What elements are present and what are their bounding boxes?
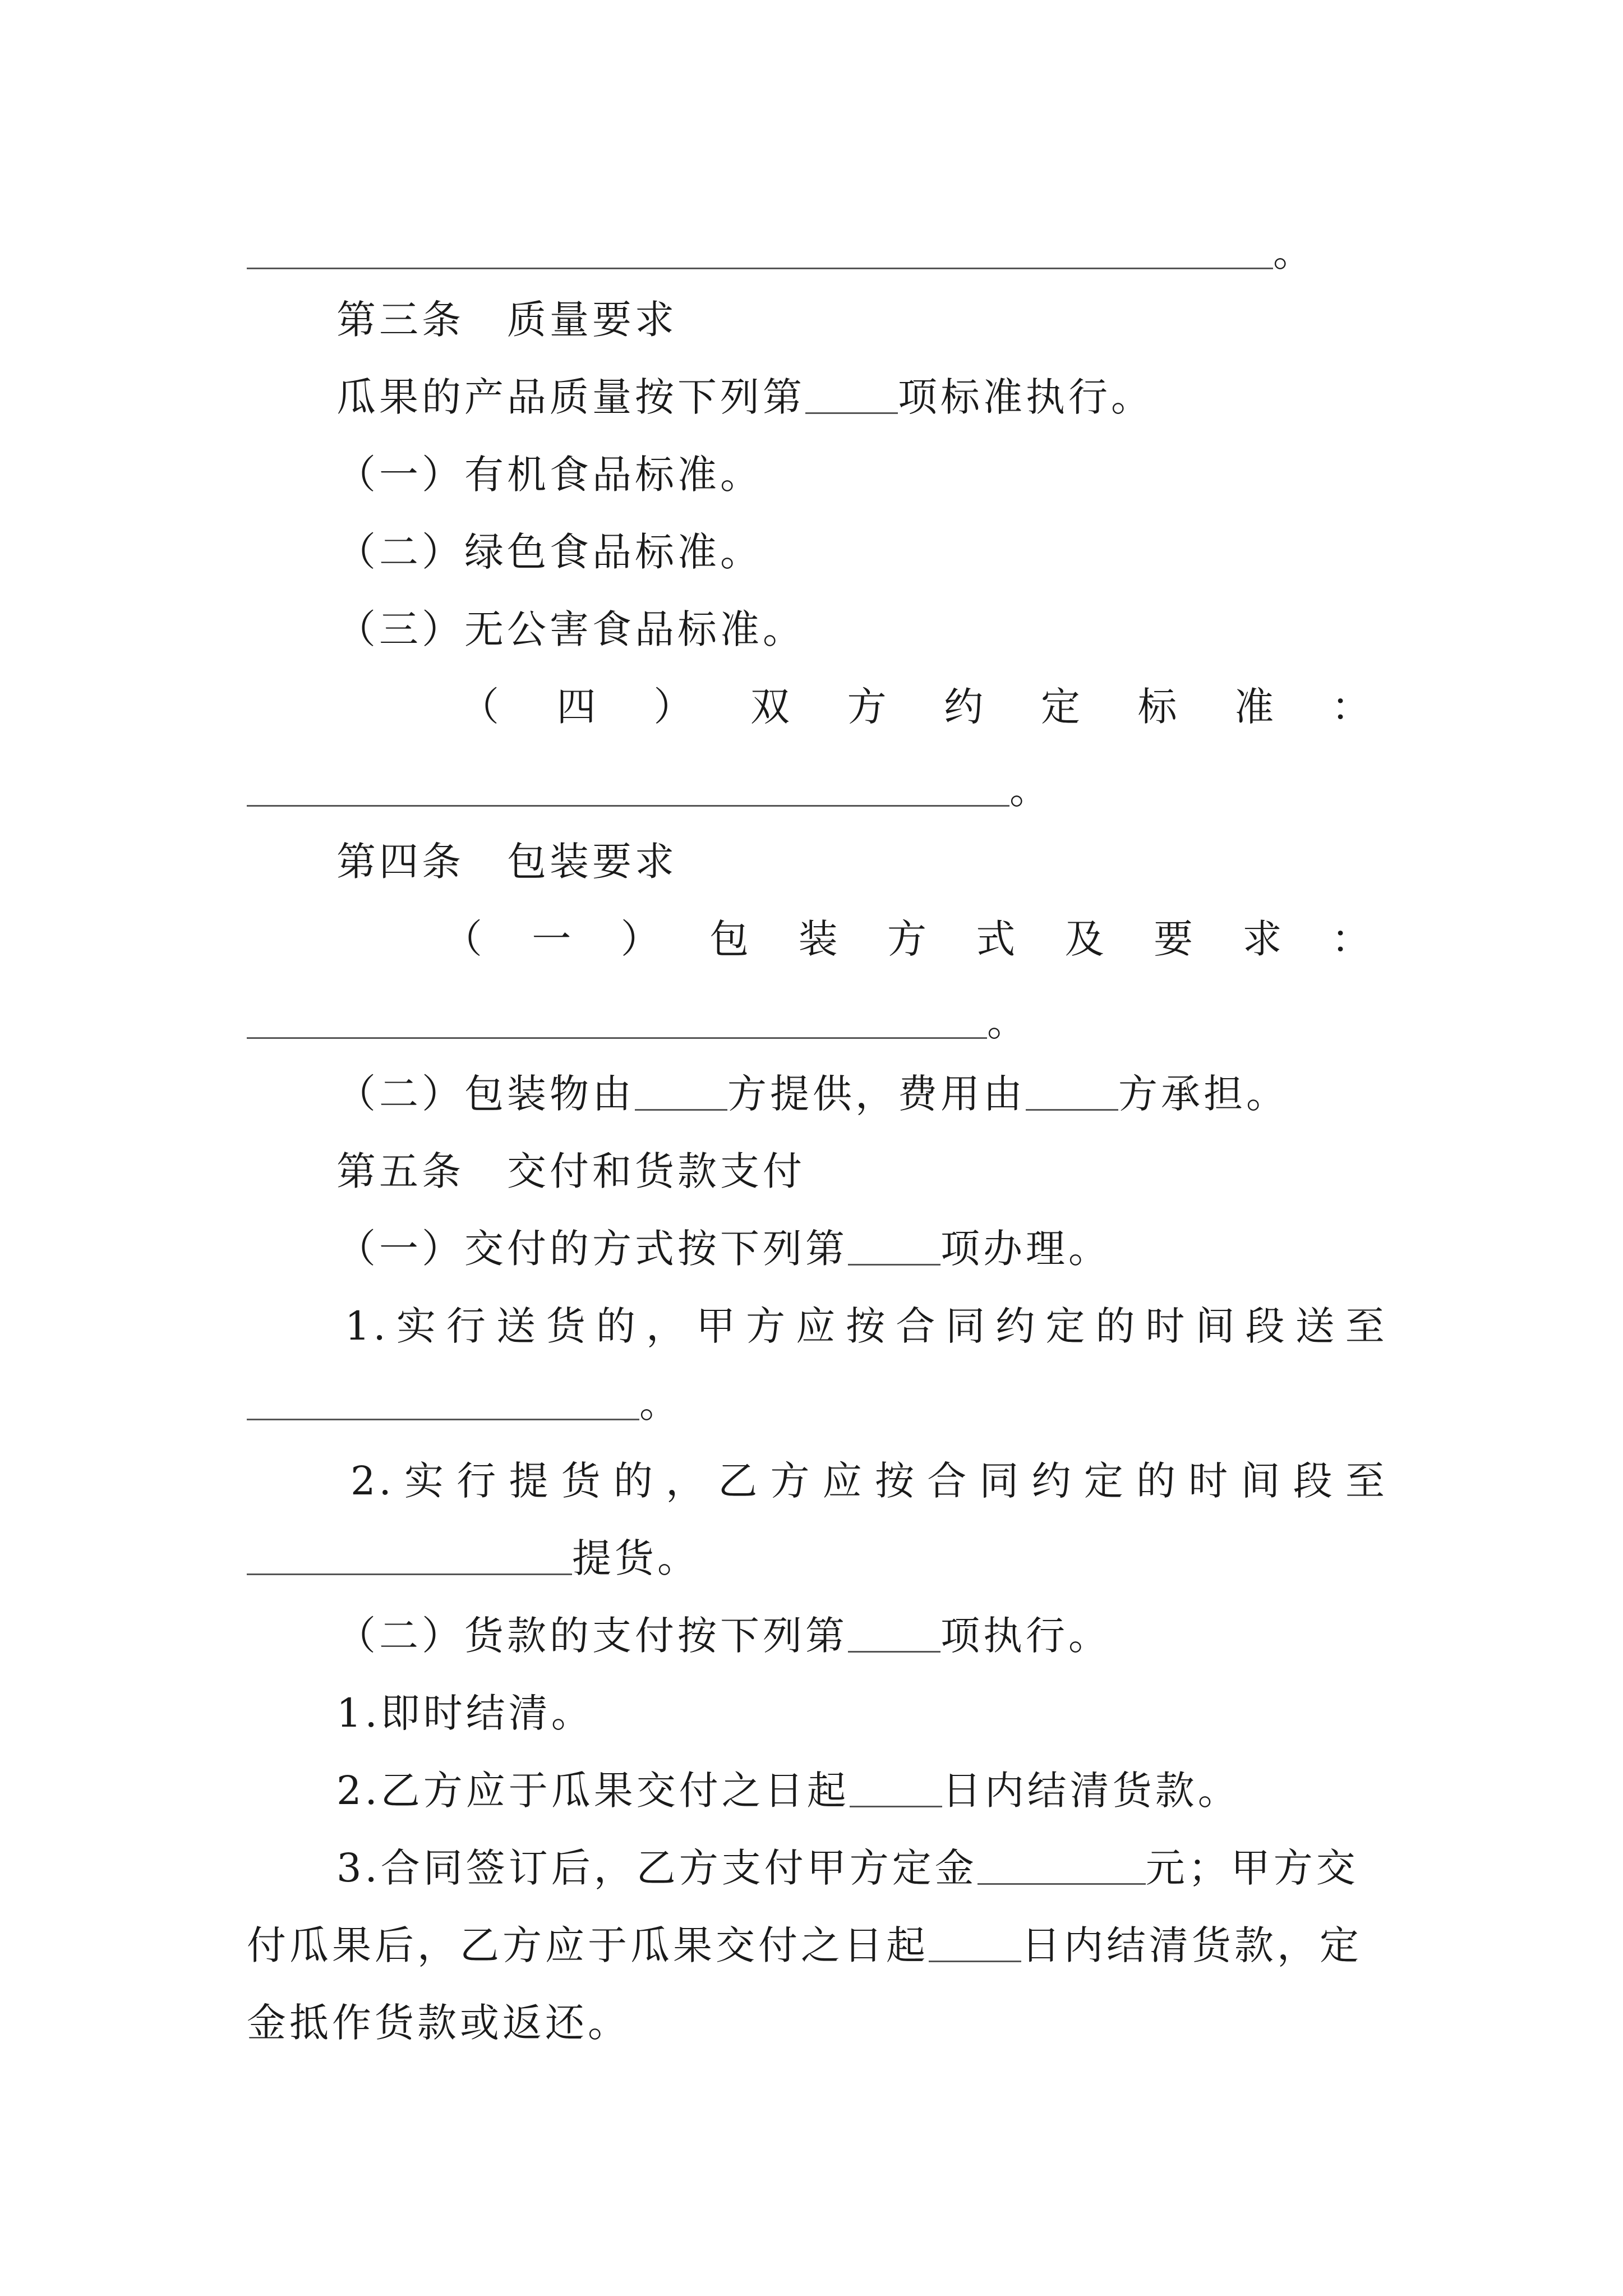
- article-3-item-2: （二）绿色食品标准。: [336, 529, 763, 575]
- fill-blank[interactable]: [929, 1921, 1021, 1962]
- fill-blank[interactable]: [247, 998, 987, 1039]
- fill-blank[interactable]: [848, 1612, 940, 1653]
- fill-blank[interactable]: [247, 228, 1273, 269]
- period: 。: [1273, 229, 1316, 275]
- article-4-item-2: （二）包装物由 方提供，费用由 方承担。: [336, 1071, 1289, 1117]
- article-5-section-2: （二）货款的支付按下列第 项执行。: [336, 1613, 1111, 1659]
- blank-line-1: [247, 219, 1391, 286]
- article-3-item-4: （ 四 ） 双 方 约 定 标 准 ：: [460, 684, 1374, 730]
- article-3-item-4-blank: 。: [247, 756, 1391, 823]
- article-5-section-2-item-3-line-2: 付瓜果后，乙方应于瓜果交付之日起 日内结清货款，定: [247, 1922, 1362, 1968]
- article-5-section-2-item-1: 1.即时结清。: [336, 1690, 594, 1736]
- article-5-section-2-item-2: 2.乙方应于瓜果交付之日起 日内结清货款。: [336, 1768, 1241, 1814]
- fill-blank[interactable]: [850, 1766, 942, 1807]
- fill-blank[interactable]: [247, 766, 1009, 807]
- article-3-intro: 瓜果的产品质量按下列第 项标准执行。: [336, 374, 1154, 420]
- fill-blank[interactable]: [247, 1534, 572, 1575]
- article-3-item-1: （一）有机食品标准。: [336, 452, 763, 498]
- article-4-title: 第四条 包装要求: [336, 839, 677, 885]
- article-4-item-1-blank: 。: [247, 988, 1391, 1056]
- article-3-item-3: （三）无公害食品标准。: [336, 606, 805, 652]
- article-4-item-1: （ 一 ） 包 装 方 式 及 要 求 ：: [443, 916, 1374, 962]
- fill-blank[interactable]: [635, 1070, 727, 1111]
- fill-blank[interactable]: [848, 1225, 940, 1266]
- article-5-section-2-item-3-line-3: 金抵作货款或返还。: [247, 2000, 630, 2046]
- article-3-title: 第三条 质量要求: [336, 297, 677, 343]
- article-5-section-2-item-3-line-1: 3.合同签订后，乙方支付甲方定金 元；甲方交: [336, 1845, 1359, 1891]
- fill-blank[interactable]: [978, 1844, 1146, 1885]
- article-5-section-1-item-1: 1. 实 行 送 货 的 ， 甲 方 应 按 合 同 约 定 的 时 间 段 送 至: [345, 1303, 1388, 1349]
- article-5-section-1: （一）交付的方式按下列第 项办理。: [336, 1226, 1111, 1272]
- article-5-section-1-item-1-blank: 。: [247, 1370, 1391, 1437]
- fill-blank[interactable]: [1026, 1070, 1118, 1111]
- article-5-section-1-item-2-blank: 提货。: [247, 1525, 1391, 1592]
- article-5-section-1-item-2: 2. 实 行 提 货 的 ， 乙 方 应 按 合 同 约 定 的 时 间 段 至: [351, 1458, 1388, 1504]
- fill-blank[interactable]: [247, 1379, 639, 1420]
- article-5-title: 第五条 交付和货款支付: [336, 1148, 805, 1194]
- fill-blank[interactable]: [805, 373, 898, 414]
